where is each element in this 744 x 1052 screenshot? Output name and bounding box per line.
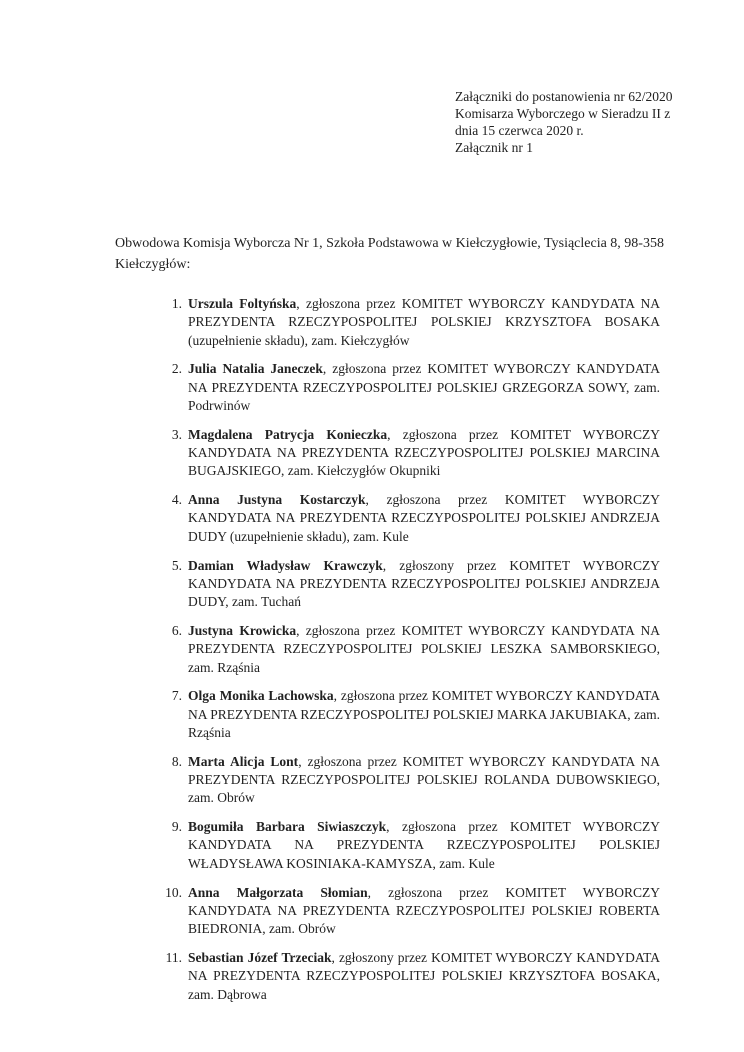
member-name: Marta Alicja Lont [188,753,299,769]
member-details: , zgłoszona przez KOMITET WYBORCZY KANDYDATA NA PREZYDENTA RZECZYPOSPOLITEJ POLSKIEJ KRZYSZTOFA BOSAKA (uzupełnienie składu), zam. Kiełczygłów [188,296,660,348]
list-item [160,884,660,939]
list-item [160,491,660,546]
member-details: , zgłoszona przez KOMITET WYBORCZY KANDYDATA NA PREZYDENTA RZECZYPOSPOLITEJ POLSKIEJ ANDRZEJA DUDY (uzupełnienie składu), zam. Kule [188,492,660,544]
member-details: , zgłoszona przez KOMITET WYBORCZY KANDYDATA NA PREZYDENTA RZECZYPOSPOLITEJ POLSKIEJ ROLANDA DUBOWSKIEGO, zam. Obrów [188,753,661,806]
member-name: Urszula Foltyńska [188,296,297,311]
item-number: 7. [171,688,182,704]
header-line: Komisarza Wyborczego w Sieradzu II z [455,106,671,121]
item-number: 6. [171,622,182,638]
member-list [160,295,660,1014]
list-item [160,622,660,677]
member-details: , zgłoszona przez KOMITET WYBORCZY KANDYDATA NA PREZYDENTA RZECZYPOSPOLITEJ POLSKIEJ MARKA JAKUBIAKA, zam. Rząśnia [188,688,660,740]
member-name: Magdalena Patrycja Konieczka [188,426,388,442]
item-number: 3. [171,426,182,442]
list-item [160,360,660,415]
header-line: Załączniki do postanowienia nr 62/2020 [455,89,673,104]
header-line: Załącznik nr 1 [455,140,533,155]
member-name: Bogumiła Barbara Siwiaszczyk [188,819,387,835]
member-details: , zgłoszony przez KOMITET WYBORCZY KANDYDATA NA PREZYDENTA RZECZYPOSPOLITEJ POLSKIEJ ANDRZEJA DUDY, zam. Tuchań [188,557,660,610]
member-details: , zgłoszona przez KOMITET WYBORCZY KANDYDATA NA PREZYDENTA RZECZYPOSPOLITEJ POLSKIEJ GRZEGORZA SOWY, zam. Podrwinów [188,361,660,413]
list-item [160,753,660,808]
member-name: Anna Justyna Kostarczyk [188,492,366,508]
list-item [160,949,660,1004]
list-item [160,295,660,350]
item-number: 4. [171,492,182,508]
member-name: Olga Monika Lachowska [188,688,334,704]
header-line: dnia 15 czerwca 2020 r. [455,123,584,138]
item-number: 1. [171,296,182,311]
member-details: , zgłoszona przez KOMITET WYBORCZY KANDYDATA NA PREZYDENTA RZECZYPOSPOLITEJ POLSKIEJ ROBERTA BIEDRONIA, zam. Obrów [188,884,660,937]
item-number: 11. [165,949,182,965]
member-name: Justyna Krowicka [188,622,297,638]
member-details: , zgłoszona przez KOMITET WYBORCZY KANDYDATA NA PREZYDENTA RZECZYPOSPOLITEJ POLSKIEJ LESZKA SAMBORSKIEGO, zam. Rząśnia [188,622,660,675]
member-details: , zgłoszony przez KOMITET WYBORCZY KANDYDATA NA PREZYDENTA RZECZYPOSPOLITEJ POLSKIEJ KRZYSZTOFA BOSAKA, zam. Dąbrowa [188,949,660,1002]
member-details: , zgłoszona przez KOMITET WYBORCZY KANDYDATA NA PREZYDENTA RZECZYPOSPOLITEJ POLSKIEJ MARCINA BUGAJSKIEGO, zam. Kiełczygłów Okupniki [188,426,661,479]
item-number: 2. [171,361,182,377]
item-number: 10. [165,884,182,900]
attachment-header [455,88,705,156]
item-number: 5. [171,557,182,573]
member-details: , zgłoszona przez KOMITET WYBORCZY KANDYDATA NA PREZYDENTA RZECZYPOSPOLITEJ POLSKIEJ WŁADYSŁAWA KOSINIAKA-KAMYSZA, zam. Kule [188,819,660,871]
item-number: 9. [171,819,182,835]
member-name: Julia Natalia Janeczek [188,361,323,377]
member-name: Sebastian Józef Trzeciak [188,949,332,965]
member-name: Damian Władysław Krawczyk [188,557,383,573]
commission-intro: Obwodowa Komisja Wyborcza Nr 1, Szkoła Podstawowa w Kiełczygłowie, Tysiąclecia 8, 98-358 Kiełczygłów: [115,236,664,272]
list-item [160,687,660,742]
item-number: 8. [171,753,182,769]
list-item [160,818,660,873]
list-item [160,557,660,612]
list-item [160,426,660,481]
member-name: Anna Małgorzata Słomian [188,884,368,900]
